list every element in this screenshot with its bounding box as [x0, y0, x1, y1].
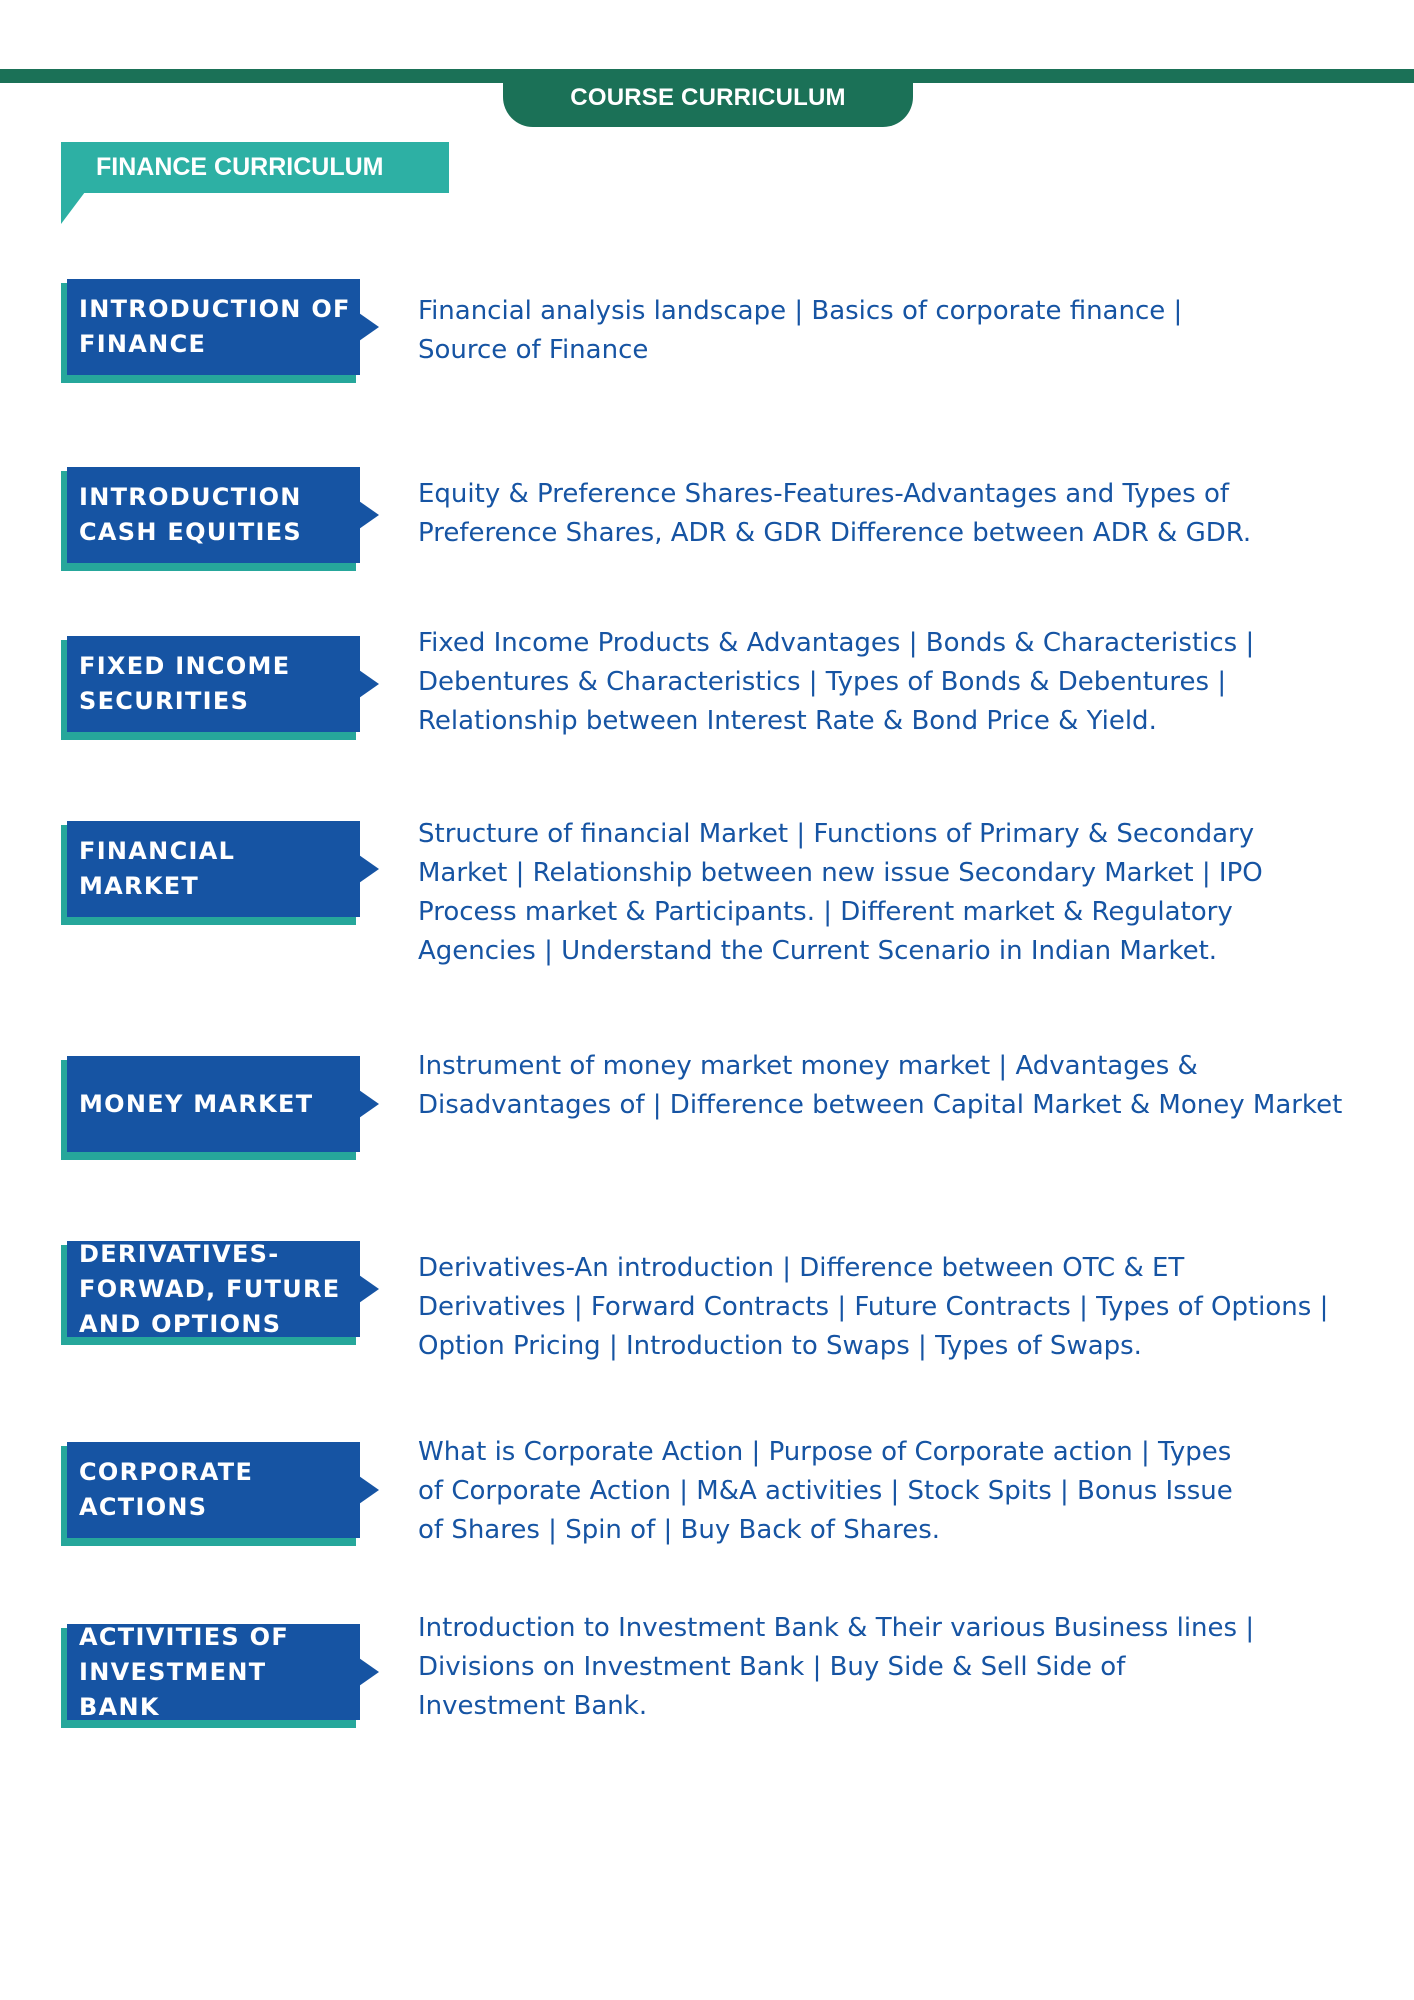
topic-box	[67, 821, 360, 917]
topic-description-text: Fixed Income Products & Advantages | Bonds & Characteristics | Debentures & Characteristics | Types of Bonds & Debentures | Relationship between Interest Rate & Bond Price & Yield.	[418, 628, 1255, 736]
topic-box	[67, 1056, 360, 1152]
topic-title: FINANCIAL MARKET	[79, 837, 236, 900]
ribbon-fold	[61, 192, 85, 224]
topic-description-text: Equity & Preference Shares-Features-Advantages and Types of Preference Shares, ADR & GDR Difference between ADR & GDR.	[418, 479, 1252, 548]
topic-box	[67, 279, 360, 375]
topic-description	[418, 292, 1403, 370]
chevron-right-icon	[359, 1476, 379, 1504]
topic-description	[418, 475, 1403, 553]
topic-description	[418, 815, 1403, 971]
topic-box	[67, 1624, 360, 1720]
topic-description-text: Instrument of money market money market | Advantages & Disadvantages of | Difference between Capital Market & Money Market	[418, 1051, 1343, 1120]
topic-title: CORPORATE ACTIONS	[79, 1458, 254, 1521]
topic-description-text: Introduction to Investment Bank & Their various Business lines | Divisions on Investment Bank | Buy Side & Sell Side of Investment Bank.	[418, 1613, 1255, 1721]
finance-curriculum-ribbon	[61, 142, 449, 193]
topic-description-text: Derivatives-An introduction | Difference between OTC & ET Derivatives | Forward Contracts | Future Contracts | Types of Options | Option Pricing | Introduction to Swaps | Types of Swaps.	[418, 1253, 1329, 1361]
chevron-right-icon	[359, 313, 379, 341]
chevron-right-icon	[359, 1275, 379, 1303]
course-curriculum-title: COURSE CURRICULUM	[570, 84, 846, 111]
topic-title: ACTIVITIES OF INVESTMENT BANK	[79, 1622, 290, 1721]
topic-description-text: Financial analysis landscape | Basics of corporate finance | Source of Finance	[418, 296, 1183, 365]
topic-title: INTRODUCTION CASH EQUITIES	[79, 483, 303, 546]
topic-box	[67, 636, 360, 732]
topic-description	[418, 1433, 1403, 1550]
topic-description-text: Structure of financial Market | Functions of Primary & Secondary Market | Relationship between new issue Secondary Market | IPO Process market & Participants. | Different market & Regulatory Agencies | Understand the Current Scenario in Indian Market.	[418, 819, 1263, 966]
course-curriculum-tab	[503, 69, 913, 127]
topic-title: MONEY MARKET	[79, 1089, 314, 1118]
topic-description	[418, 1249, 1403, 1366]
topic-description	[418, 624, 1403, 741]
topic-description	[418, 1609, 1403, 1726]
topic-box	[67, 467, 360, 563]
topic-title: DERIVATIVES- FORWAD, FUTURE AND OPTIONS	[79, 1239, 341, 1338]
chevron-right-icon	[359, 1658, 379, 1686]
chevron-right-icon	[359, 855, 379, 883]
topic-title: INTRODUCTION OF FINANCE	[79, 295, 351, 358]
chevron-right-icon	[359, 670, 379, 698]
chevron-right-icon	[359, 1090, 379, 1118]
topic-title: FIXED INCOME SECURITIES	[79, 652, 291, 715]
chevron-right-icon	[359, 501, 379, 529]
topic-box	[67, 1442, 360, 1538]
topic-description-text: What is Corporate Action | Purpose of Corporate action | Types of Corporate Action | M&A activities | Stock Spits | Bonus Issue of Shares | Spin of | Buy Back of Shares.	[418, 1437, 1233, 1545]
topic-description	[418, 1047, 1403, 1125]
finance-curriculum-title: FINANCE CURRICULUM	[96, 153, 384, 181]
topic-box	[67, 1241, 360, 1337]
